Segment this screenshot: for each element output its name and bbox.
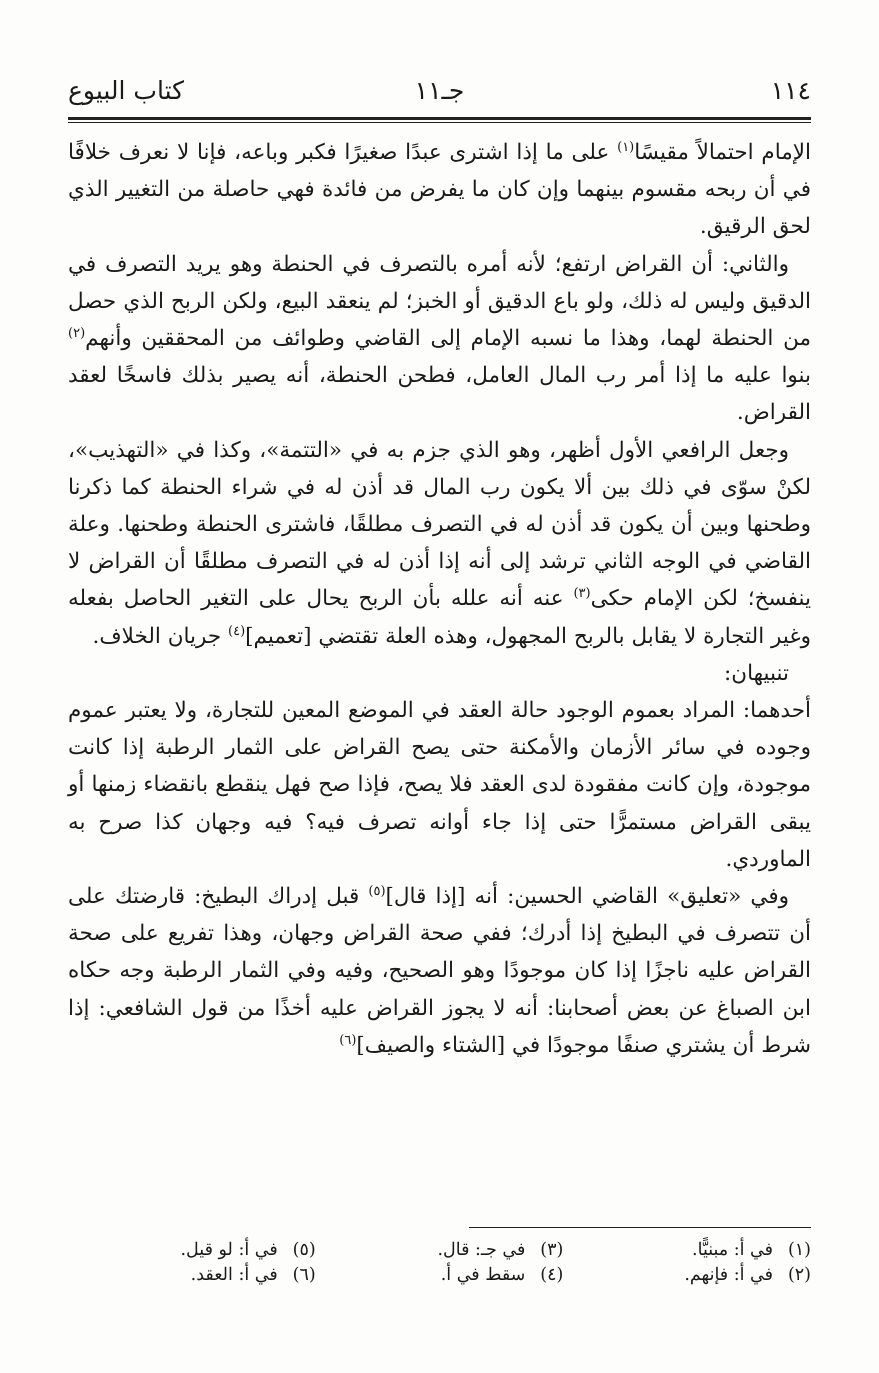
footnote-text: في أ: لو قيل. [180, 1240, 278, 1260]
footnote-text: في أ: العقد. [190, 1265, 278, 1285]
paragraph-text: وفي «تعليق» القاضي الحسين: أنه [إذا قال] [385, 884, 789, 910]
heading-text: تنبيهان: [724, 660, 789, 686]
footnote-rule [469, 1227, 811, 1228]
main-text [68, 134, 811, 1064]
footnote [316, 1238, 564, 1263]
footnote [68, 1238, 316, 1263]
footnote-number: (٣) [540, 1240, 564, 1260]
paragraph [68, 878, 811, 1064]
footnote-number: (٢) [787, 1265, 811, 1285]
paragraph [68, 246, 811, 432]
footnote-text: في جـ: قال. [437, 1240, 526, 1260]
footnote-ref: (٦) [339, 1032, 357, 1048]
footnote-text: في أ: فإنهم. [684, 1265, 773, 1285]
footnote [563, 1238, 811, 1263]
paragraph-text: قبل إدراك البطيخ: قارضتك على أن تتصرف في البطيخ إذا أدرك؛ ففي صحة القراض وجهان، وهذا تفريع على صحة القراض عليه ناجزًا إذا كان موجودًا وهو الصحيح، وفيه وفي الثمار الرطبة وجه حكاه ابن الصباغ عن بعض أصحابنا: أنه لا يجوز القراض عليه أخذًا من قول الشافعي: إذا شرط أن يشتري صنفًا موجودًا في [الشتاء والصيف] [68, 884, 811, 1058]
footnote [68, 1263, 316, 1288]
page-header [68, 70, 811, 110]
paragraph-text: على ما إذا اشترى عبدًا صغيرًا فكبر وباعه، فإنا لا نعرف خلافًا في أن ربحه مقسوم بينهما وإن كان ما يفرض من فائدة فهي حاصلة من التغيير الذي لحق الرقيق. [68, 140, 811, 240]
paragraph [68, 432, 811, 655]
footnote-row [68, 1263, 811, 1288]
footnote-ref: (٥) [368, 883, 386, 899]
footnote-ref: (٤) [228, 623, 246, 639]
footnote-row [68, 1238, 811, 1263]
paragraph-text: وجعل الرافعي الأول أظهر، وهو الذي جزم به في «التتمة»، وكذا في «التهذيب»، لكنْ سوّى في ذلك بين ألا يكون رب المال قد أذن له في شراء الحنطة كما ذكرنا وطحنها وبين أن يكون قد أذن له في التصرف مطلقًا، فاشترى الحنطة وطحنها. وعلة القاضي في الوجه الثاني ترشد إلى أنه إذا أذن له في التصرف مطلقًا أن القراض لا ينفسخ؛ لكن الإمام حكى [68, 437, 812, 612]
footnote-text: في أ: مبنيًّا. [692, 1240, 773, 1260]
footnote-ref: (٢) [68, 325, 86, 341]
footnote-ref: (٣) [573, 586, 591, 602]
header-rule-thin [68, 122, 811, 123]
paragraph-text: بنوا عليه ما إذا أمر رب المال العامل، فطحن الحنطة، أنه يصير بذلك فاسخًا لعقد القراض. [68, 363, 811, 426]
paragraph-text: أحدهما: المراد بعموم الوجود حالة العقد في الموضع المعين للتجارة، ولا يعتبر عموم وجوده في سائر الأزمان والأمكنة حتى يصح القراض على الثمار الرطبة إذا كانت موجودة، وإن كانت مفقودة لدى العقد فلا يصح، فإذا صح فهل ينقطع بانقضاء زمنها أو يبقى القراض مستمرًّا حتى إذا جاء أوانه تصرف فيه؟ فيه وجهان كذا صرح به الماوردي. [68, 698, 811, 872]
footnote [316, 1263, 564, 1288]
footnotes [68, 1238, 811, 1288]
section-heading [68, 655, 811, 692]
paragraph-text: والثاني: أن القراض ارتفع؛ لأنه أمره بالتصرف في الحنطة وهو يريد التصرف في الدقيق وليس له ذلك، ولو باع الدقيق أو الخبز؛ لم ينعقد البيع، ولكن الربح الذي حصل من الحنطة لهما، وهذا ما نسبه الإمام إلى القاضي وطوائف من المحققين وأنهم [68, 251, 811, 352]
footnote-text: سقط في أ. [440, 1265, 526, 1285]
footnote-ref: (١) [617, 139, 635, 155]
paragraph-text: عنه أنه علله بأن الربح يحال على التغير الحاصل بفعله وغير التجارة لا يقابل بالربح المجهول، وهذه العلة تقتضي [تعميم] [68, 586, 811, 649]
header-rule-thick [68, 117, 811, 120]
paragraph [68, 692, 811, 878]
footnote [563, 1263, 811, 1288]
paragraph [68, 134, 811, 246]
volume-label: جـ١١ [414, 76, 465, 105]
page-number: ١١٤ [770, 76, 811, 105]
footnote-number: (١) [787, 1240, 811, 1260]
paragraph-text: جريان الخلاف. [92, 623, 229, 649]
paragraph-text: الإمام احتمالاً مقيسًا [634, 140, 811, 165]
footnote-number: (٦) [292, 1265, 316, 1285]
book-title: كتاب البيوع [68, 76, 185, 105]
footnote-number: (٤) [540, 1265, 564, 1285]
footnote-number: (٥) [292, 1240, 316, 1260]
